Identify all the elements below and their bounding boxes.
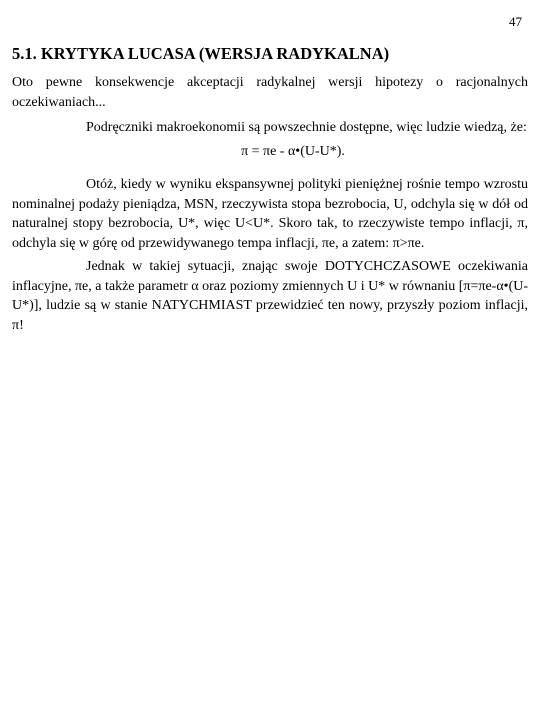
phillips-formula: π = πe - α•(U-U*). bbox=[241, 143, 345, 159]
document-body bbox=[12, 73, 528, 339]
paragraph-expansion: Otóż, kiedy w wyniku ekspansywnej polityki pieniężnej rośnie tempo wzrostu nominalnej podaży pieniądza, MSN, rzeczywista stopa bezrobocia, U, odchyla się w dół od naturalnej stopy bezrobocia, U*, więc U<U*. Skoro tak, to rzeczywiste tempo inflacji, π, odchyla się w górę od przewidywanego tempa inflacji, πe, a zatem: π>πe. bbox=[12, 177, 528, 251]
paragraph-textbooks: Podręczniki makroekonomii są powszechnie dostępne, więc ludzie wiedzą, że: bbox=[86, 120, 527, 135]
paragraph-intro: Oto pewne konsekwencje akceptacji radykalnej wersji hipotezy o racjonalnych oczekiwaniach... bbox=[12, 75, 528, 110]
section-heading: 5.1. KRYTYKA LUCASA (WERSJA RADYKALNA) bbox=[12, 44, 390, 63]
paragraph-however: Jednak w takiej sytuacji, znając swoje DOTYCHCZASOWE oczekiwania inflacyjne, πe, a także parametr α oraz poziomy zmiennych U i U* w równaniu [π=πe-α•(U-U*)], ludzie są w stanie NATYCHMIAST przewidzieć ten nowy, przyszły poziom inflacji, π! bbox=[12, 259, 528, 333]
page-number: 47 bbox=[509, 14, 522, 29]
